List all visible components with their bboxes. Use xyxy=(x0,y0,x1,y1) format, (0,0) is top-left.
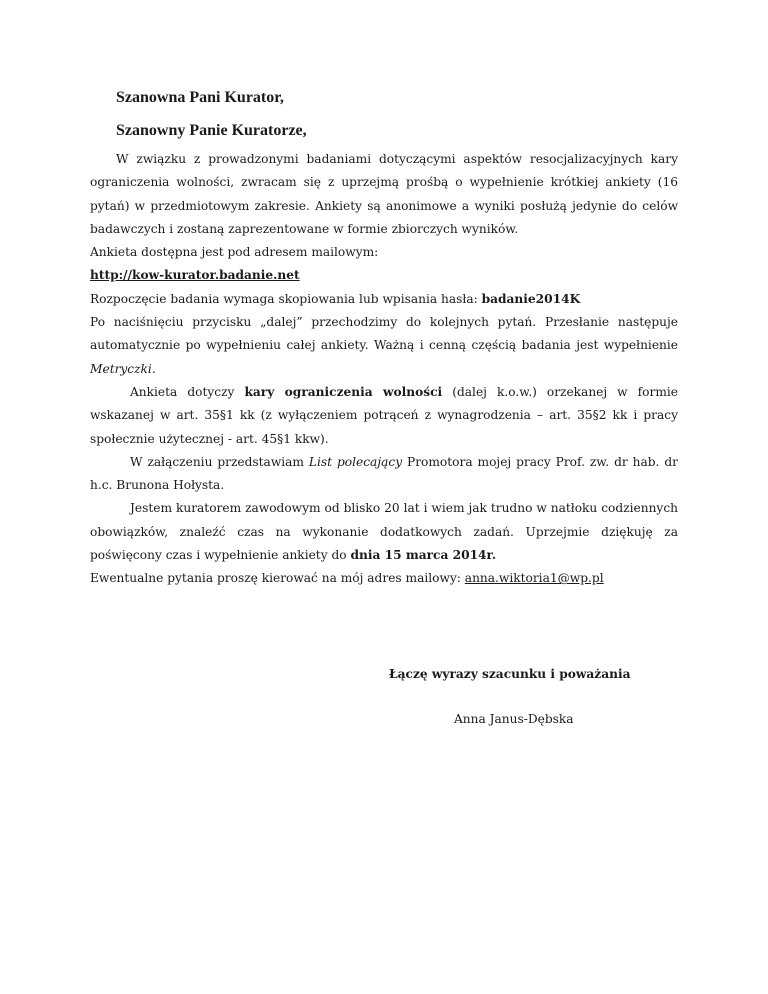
attachment-paragraph xyxy=(90,451,678,498)
attachment-suffix: Promotora mojej pracy Prof. zw. dr hab. dr h.c. Brunona Hołysta. xyxy=(90,454,678,493)
deadline-date: dnia 15 marca 2014r. xyxy=(350,548,497,563)
closing-line: Łączę wyrazy szacunku i poważania xyxy=(389,667,631,681)
password-prefix: Rozpoczęcie badania wymaga skopiowania lub wpisania hasła: xyxy=(90,291,482,306)
contact-prefix: Ewentualne pytania proszę kierować na mój adres mailowy: xyxy=(90,571,465,586)
letter-body xyxy=(90,148,678,591)
password-line xyxy=(90,288,678,311)
scope-prefix: Ankieta dotyczy xyxy=(130,384,245,399)
scope-suffix: (dalej k.o.w.) orzekanej w formie wskazanej w art. 35§1 kk (z wyłączeniem potrąceń z wynagrodzenia – art. 35§2 kk i pracy społecznie użytecznej - art. 45§1 kkw). xyxy=(90,384,678,446)
contact-line xyxy=(90,567,678,590)
email-link[interactable]: anna.wiktoria1@wp.pl xyxy=(464,571,604,586)
instructions-paragraph xyxy=(90,311,678,381)
scope-paragraph xyxy=(90,381,678,451)
intro-paragraph: W związku z prowadzonymi badaniami dotyczącymi aspektów resocjalizacyjnych kary ograniczenia wolności, zwracam się z uprzejmą prośbą o wypełnienie krótkiej ankiety (16 pytań) w przedmiotowym zakresie. Ankiety są anonimowe a wyniki posłużą jedynie do celów badawczych i zostaną zaprezentowane w formie zbiorczych wyników. xyxy=(90,152,678,236)
instructions-text: Po naciśnięciu przycisku „dalej” przechodzimy do kolejnych pytań. Przesłanie następuje automatycznie po wypełnieniu całej ankiety. Ważną i cenną częścią badania jest wypełnienie xyxy=(90,315,678,353)
thanks-text: Jestem kuratorem zawodowym od blisko 20 lat i wiem jak trudno w natłoku codziennych obowiązków, znaleźć czas na wykonanie dodatkowych zadań. Uprzejmie dziękuję za poświęcony czas i wypełnienie ankiety do xyxy=(90,501,678,563)
salutation-female: Szanowna Pani Kurator, xyxy=(116,89,284,106)
survey-url-line xyxy=(90,264,678,287)
survey-address-intro: Ankieta dostępna jest pod adresem mailowym: xyxy=(90,245,379,260)
signature-name: Anna Janus-Dębska xyxy=(454,712,574,726)
survey-url-link[interactable]: http://kow-kurator.badanie.net xyxy=(90,268,300,283)
survey-password: badanie2014K xyxy=(481,291,581,306)
attachment-prefix: W załączeniu przedstawiam xyxy=(130,454,309,469)
thanks-paragraph xyxy=(90,497,678,567)
attachment-italic: List polecający xyxy=(308,454,403,469)
metryczka-term: Metryczki. xyxy=(90,361,156,376)
scope-bold-term: kary ograniczenia wolności xyxy=(244,384,443,399)
salutation-male: Szanowny Panie Kuratorze, xyxy=(116,122,307,139)
